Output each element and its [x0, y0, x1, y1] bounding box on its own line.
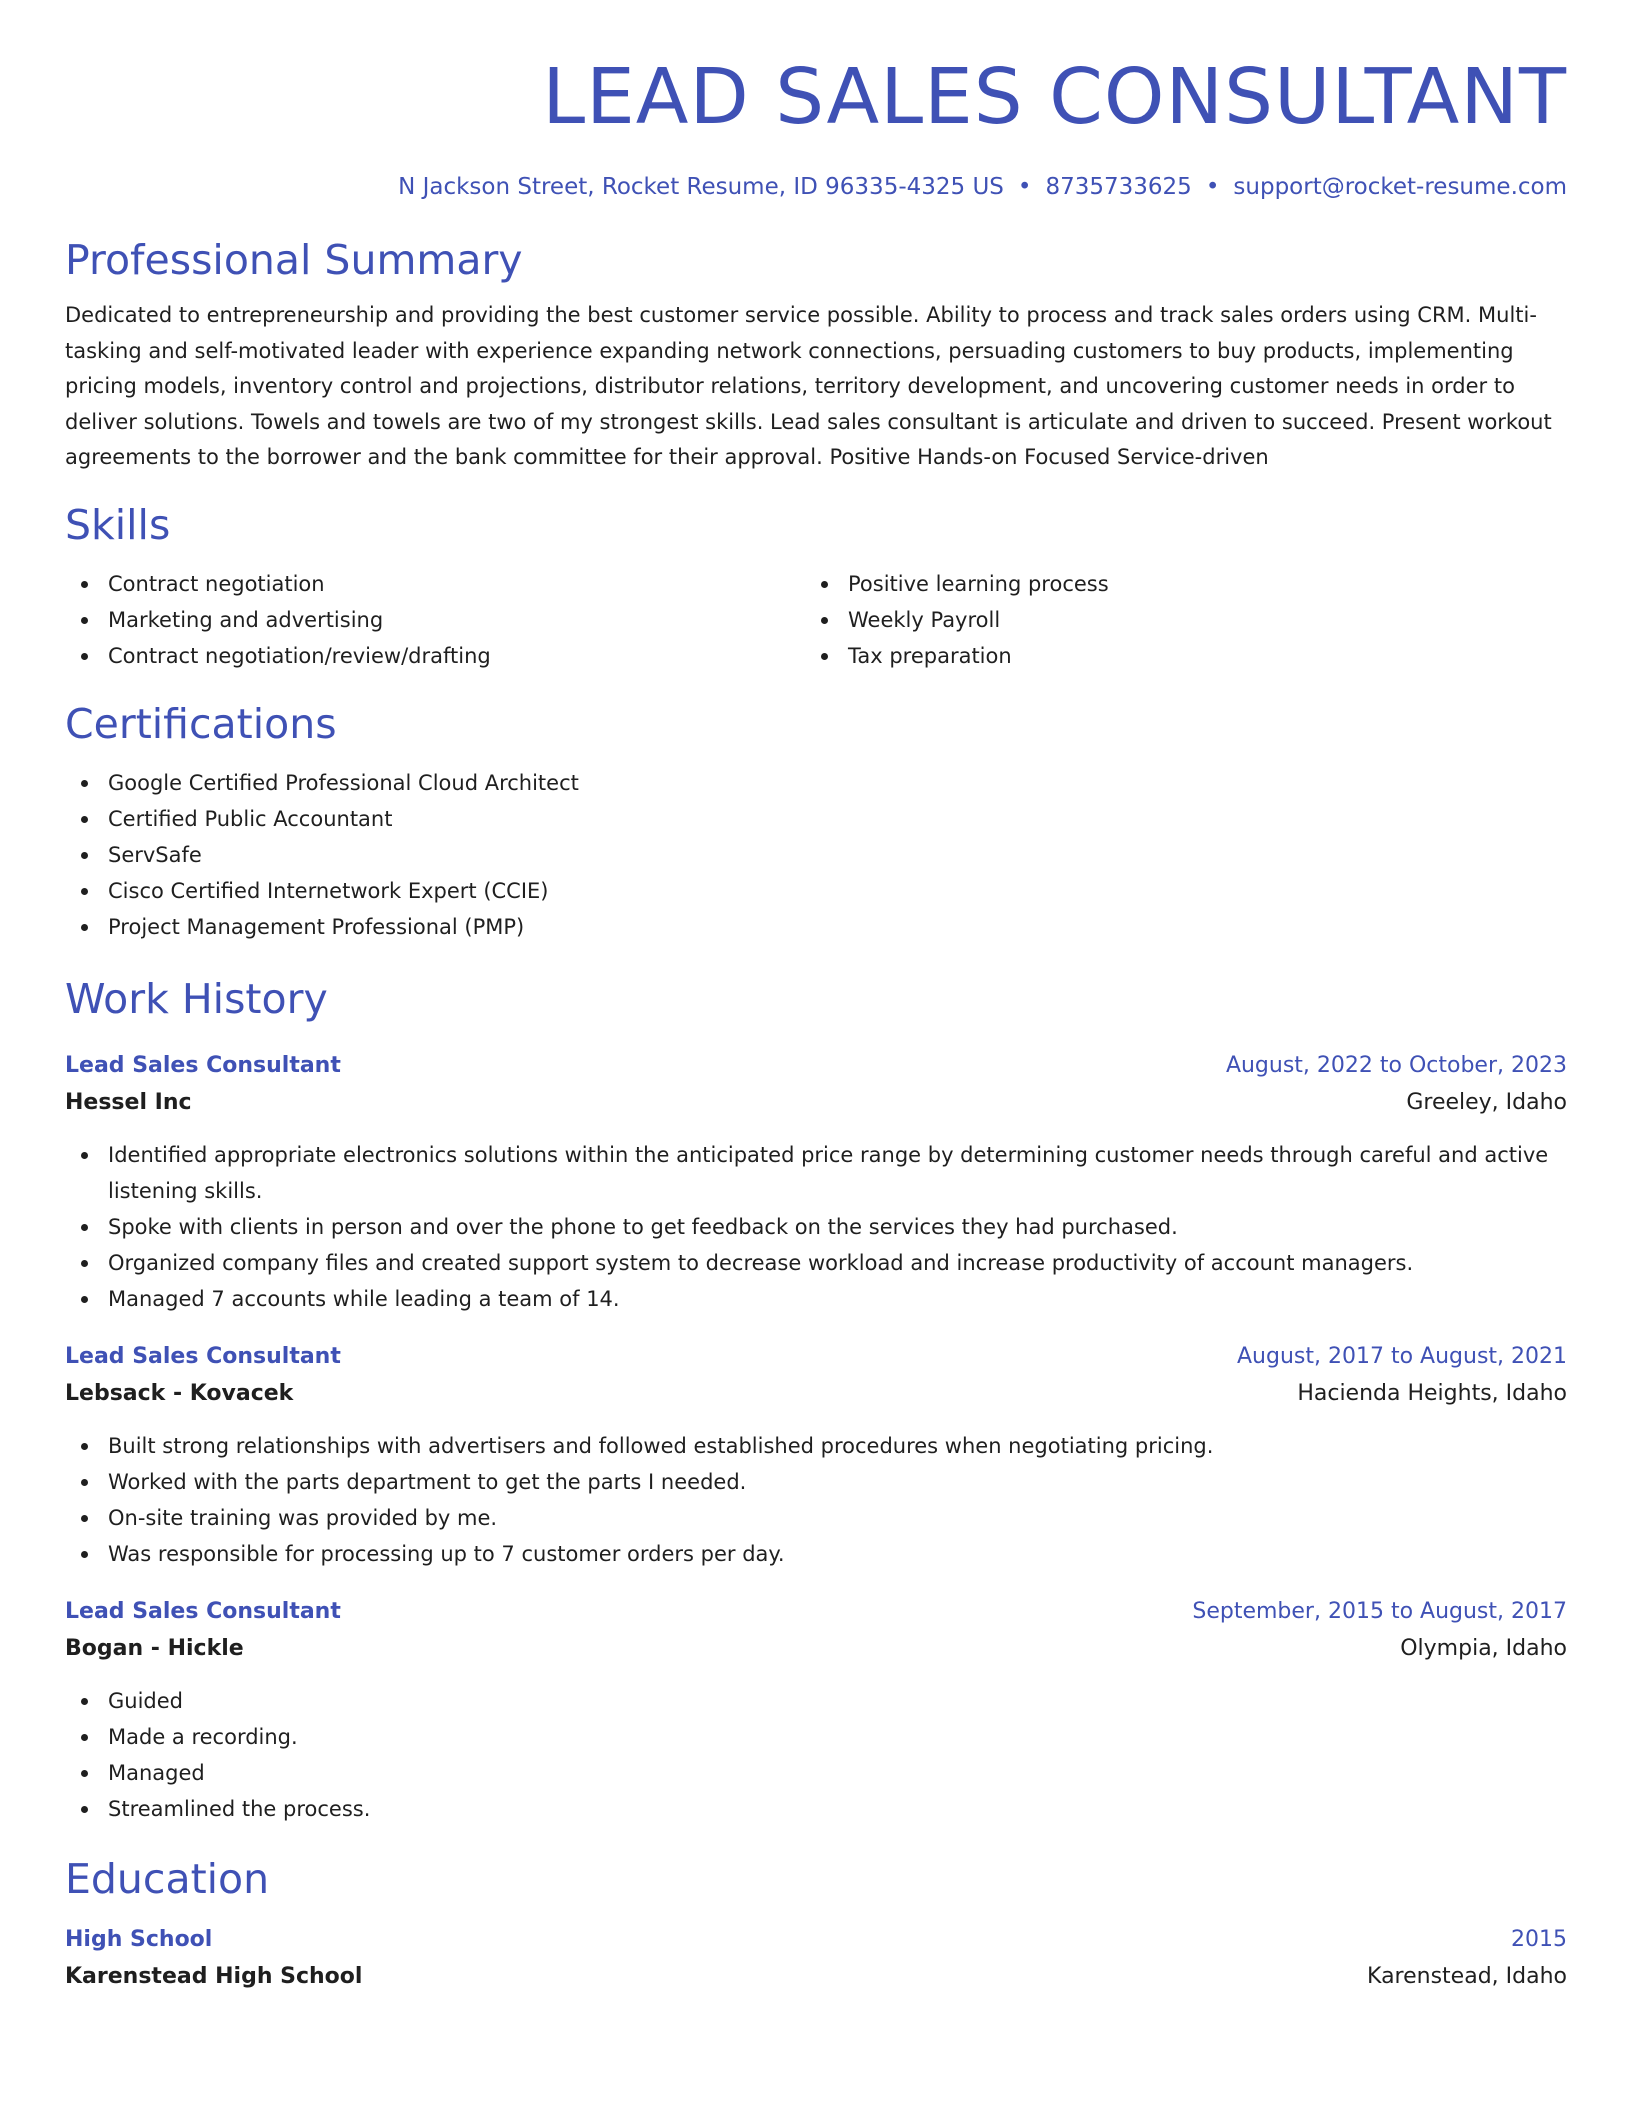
education-year: 2015	[1511, 1926, 1567, 1952]
job-location: Greeley, Idaho	[1406, 1089, 1567, 1115]
job-entry	[65, 1339, 1567, 1572]
certifications-list	[65, 765, 1567, 945]
certification-item: ServSafe	[65, 837, 1567, 873]
job-employer: Bogan - Hickle	[65, 1635, 244, 1661]
contact-phone: 8735733625	[1045, 174, 1192, 200]
job-bullet: Guided	[65, 1683, 1567, 1719]
contact-address: N Jackson Street, Rocket Resume, ID 96335-4325 US	[398, 174, 1004, 200]
job-dates: August, 2022 to October, 2023	[1225, 1052, 1567, 1078]
job-bullet: Spoke with clients in person and over the phone to get feedback on the services they had purchased.	[65, 1209, 1567, 1245]
job-bullet: Built strong relationships with advertisers and followed established procedures when negotiating pricing.	[65, 1428, 1567, 1464]
job-employer: Hessel Inc	[65, 1089, 192, 1115]
skill-item: Positive learning process	[805, 566, 1545, 602]
skill-item: Marketing and advertising	[65, 602, 805, 638]
job-entry	[65, 1594, 1567, 1827]
job-bullet: Managed	[65, 1755, 1567, 1791]
section-title-work-history: Work History	[65, 974, 328, 1023]
skill-item: Tax preparation	[805, 638, 1545, 674]
certification-item: Project Management Professional (PMP)	[65, 909, 1567, 945]
education-degree: High School	[65, 1926, 213, 1952]
contact-separator: •	[1205, 174, 1220, 200]
skills-column-right	[805, 566, 1545, 674]
job-bullet: Organized company files and created support system to decrease workload and increase productivity of account managers.	[65, 1245, 1567, 1281]
certification-item: Certified Public Accountant	[65, 801, 1567, 837]
job-bullets	[65, 1428, 1567, 1572]
section-title-skills: Skills	[65, 500, 171, 549]
job-bullet: On-site training was provided by me.	[65, 1500, 1567, 1536]
certification-item: Google Certified Professional Cloud Architect	[65, 765, 1567, 801]
job-bullets	[65, 1137, 1567, 1317]
job-bullet: Was responsible for processing up to 7 customer orders per day.	[65, 1536, 1567, 1572]
contact-separator: •	[1017, 174, 1032, 200]
job-bullet: Identified appropriate electronics solutions within the anticipated price range by determining customer needs through careful and active listening skills.	[65, 1137, 1567, 1209]
education-location: Karenstead, Idaho	[1367, 1963, 1567, 1989]
job-dates: August, 2017 to August, 2021	[1237, 1343, 1567, 1369]
job-location: Hacienda Heights, Idaho	[1297, 1380, 1567, 1406]
skill-item: Contract negotiation/review/drafting	[65, 638, 805, 674]
job-bullet: Worked with the parts department to get the parts I needed.	[65, 1464, 1567, 1500]
skill-item: Weekly Payroll	[805, 602, 1545, 638]
job-title: Lead Sales Consultant	[65, 1598, 341, 1624]
job-bullet: Streamlined the process.	[65, 1791, 1567, 1827]
job-employer: Lebsack - Kovacek	[65, 1380, 294, 1406]
skill-item: Contract negotiation	[65, 566, 805, 602]
summary-text: Dedicated to entrepreneurship and providing the best customer service possible. Ability to process and track sales orders using CRM. Multi-tasking and self-motivated leader with experience expanding network connections, persuading customers to buy products, implementing pricing models, inventory control and projections, distributor relations, territory development, and uncovering customer needs in order to deliver solutions. Towels and towels are two of my strongest skills. Lead sales consultant is articulate and driven to succeed. Present workout agreements to the borrower and the bank committee for their approval. Positive Hands-on Focused Service-driven	[65, 303, 1552, 469]
job-title: Lead Sales Consultant	[65, 1343, 341, 1369]
job-entry	[65, 1048, 1567, 1317]
resume-name: LEAD SALES CONSULTANT	[542, 53, 1567, 142]
skills-list	[65, 566, 1567, 674]
resume-header	[65, 0, 1567, 202]
job-location: Olympia, Idaho	[1400, 1635, 1567, 1661]
job-dates: September, 2015 to August, 2017	[1192, 1598, 1567, 1624]
job-title: Lead Sales Consultant	[65, 1052, 341, 1078]
section-title-certifications: Certifications	[65, 699, 337, 748]
job-bullet: Managed 7 accounts while leading a team of 14.	[65, 1281, 1567, 1317]
certification-item: Cisco Certified Internetwork Expert (CCIE)	[65, 873, 1567, 909]
job-bullet: Made a recording.	[65, 1719, 1567, 1755]
job-bullets	[65, 1683, 1567, 1827]
section-title-education: Education	[65, 1854, 270, 1903]
education-school: Karenstead High School	[65, 1963, 363, 1989]
skills-column-left	[65, 566, 805, 674]
section-title-summary: Professional Summary	[65, 236, 523, 284]
contact-email[interactable]: support@rocket-resume.com	[1233, 174, 1567, 200]
contact-line	[65, 172, 1567, 202]
education-entry	[65, 1922, 1567, 1996]
